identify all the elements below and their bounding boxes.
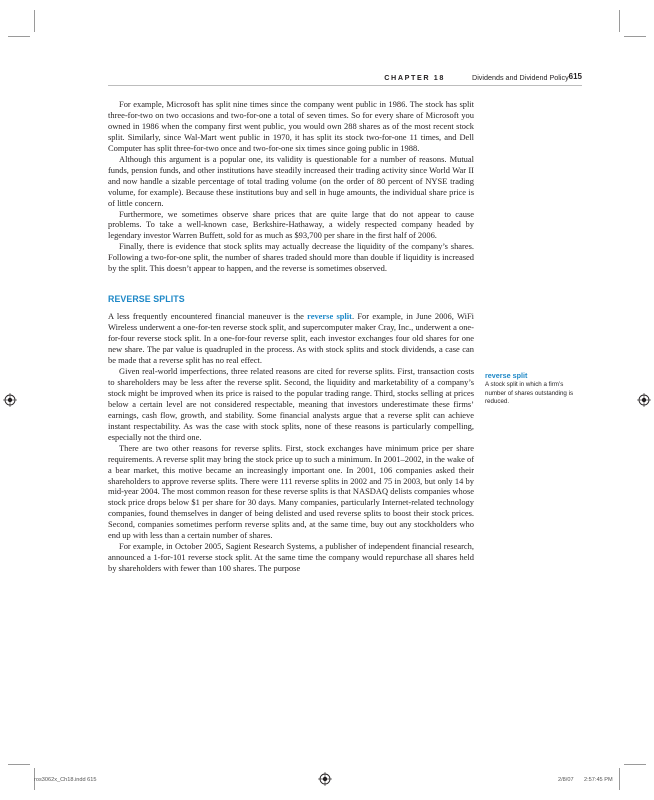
margin-note-term: reverse split xyxy=(485,371,528,380)
crop-mark-bottom-right-horizontal xyxy=(624,764,646,765)
paragraph: Finally, there is evidence that stock splits may actually decrease the liquidity of the company’s shares. Following a two-for-one split, the number of shares traded should more than double if liquidity is increased by the split. This doesn’t appear to happen, and the reverse is sometimes observed. xyxy=(108,241,474,274)
paragraph: For example, in October 2005, Sagient Research Systems, a publisher of independent financial research, announced a 1-for-101 reverse stock split. At the same time the company would repurchase all shares held by shareholders with fewer than 100 shares. The purpose xyxy=(108,541,474,574)
crop-mark-top-right-horizontal xyxy=(624,36,646,37)
registration-mark-icon xyxy=(318,772,332,786)
key-term: reverse split xyxy=(307,311,352,322)
margin-note-definition: A stock split in which a firm’s number of shares outstanding is reduced. xyxy=(485,381,574,406)
slug-time: 2:57:45 PM xyxy=(584,777,613,783)
paragraph-text: A less frequently encountered financial maneuver is the xyxy=(108,311,308,322)
chapter-label: CHAPTER 18 xyxy=(384,73,445,82)
crop-mark-bottom-left-horizontal xyxy=(8,764,30,765)
registration-mark-icon xyxy=(637,393,651,407)
chapter-title: Dividends and Dividend Policy xyxy=(472,73,569,82)
margin-note xyxy=(485,371,575,407)
section-heading: REVERSE SPLITS xyxy=(108,294,185,305)
slug-date: 2/8/07 xyxy=(558,777,574,783)
body-text xyxy=(108,99,474,574)
page-number: 615 xyxy=(568,72,582,81)
running-head-rule xyxy=(108,85,582,86)
running-head xyxy=(108,72,582,84)
paragraph: Although this argument is a popular one, its validity is questionable for a number of reasons. Mutual funds, pension funds, and other institutions have steadily increased their trading activity since World War II and now handle a sizable percentage of total trading volume (on the order of 80 percent of NYSE trading volume, for example). Because these institutions buy and sell in huge amounts, the individual share price is of little concern. xyxy=(108,153,474,208)
slug-file-name: ros3062x_Ch18.indd 615 xyxy=(34,777,97,783)
paragraph-text: . For example, in June 2006, WiFi Wireless underwent a one-for-ten reverse stock split, and supercomputer maker Cray, Inc., underwent a one-for-four reverse stock split. In a one-for-four reverse split, each investor exchanges four old shares for one new share. The par value is quadrupled in the process. As with stock splits and stock dividends, a case can be made that a reverse split has no real effect. xyxy=(108,311,474,366)
paragraph: Furthermore, we sometimes observe share prices that are quite large that do not appear to cause problems. To take a well-known case, Berkshire-Hathaway, a widely respected company headed by legendary investor Warren Buffett, sold for as much as $93,700 per share in the first half of 2006. xyxy=(108,208,474,241)
paragraph: For example, Microsoft has split nine times since the company went public in 1986. The stock has split three-for-two on two occasions and two-for-one a total of seven times. So for every share of Microsoft you owned in 1986 when the company first went public, you would own 288 shares as of the most recent stock split. Similarly, since Wal-Mart went public in 1970, it has split its stock two-for-one 11 times, and Dell Computer has split three-for-two once and two-for-one six times since going public in 1988. xyxy=(108,99,474,153)
paragraph: Given real-world imperfections, three related reasons are cited for reverse splits. First, transaction costs to shareholders may be less after the reverse split. Second, the liquidity and marketability of a company’s stock might be improved when its price is raised to the popular trading range. Third, stocks selling at prices below a certain level are not considered respectable, meaning that investors underestimate these firms’ earnings, cash flow, growth, and stability. Some financial analysts argue that a reverse split can achieve instant respectability. As was the case with stock splits, none of these reasons is particularly compelling, especially not the third one. xyxy=(108,365,474,442)
registration-mark-icon xyxy=(3,393,17,407)
crop-mark-top-left-horizontal xyxy=(8,36,30,37)
crop-mark-bottom-right-vertical xyxy=(619,768,620,790)
crop-mark-top-right-vertical xyxy=(619,10,620,32)
paragraph xyxy=(108,311,474,366)
crop-mark-top-left-vertical xyxy=(34,10,35,32)
paragraph: There are two other reasons for reverse splits. First, stock exchanges have minimum price per share requirements. A reverse split may bring the stock price up to such a minimum. In 2001–2002, in the wake of a bear market, this motive became an increasingly important one. In 2001, 106 companies asked their shareholders to approve reverse splits. There were 111 reverse splits in 2002 and 75 in 2003, but only 14 by mid-year 2004. The most common reason for these reverse splits is that NASDAQ delists companies whose stock price drops below $1 per share for 30 days. Many companies, particularly Internet-related technology companies, found themselves in danger of being delisted and used reverse splits to boost their stock prices. Second, companies sometimes perform reverse splits and, at the same time, buy out any stockholders who end up with less than a certain number of shares. xyxy=(108,442,474,541)
